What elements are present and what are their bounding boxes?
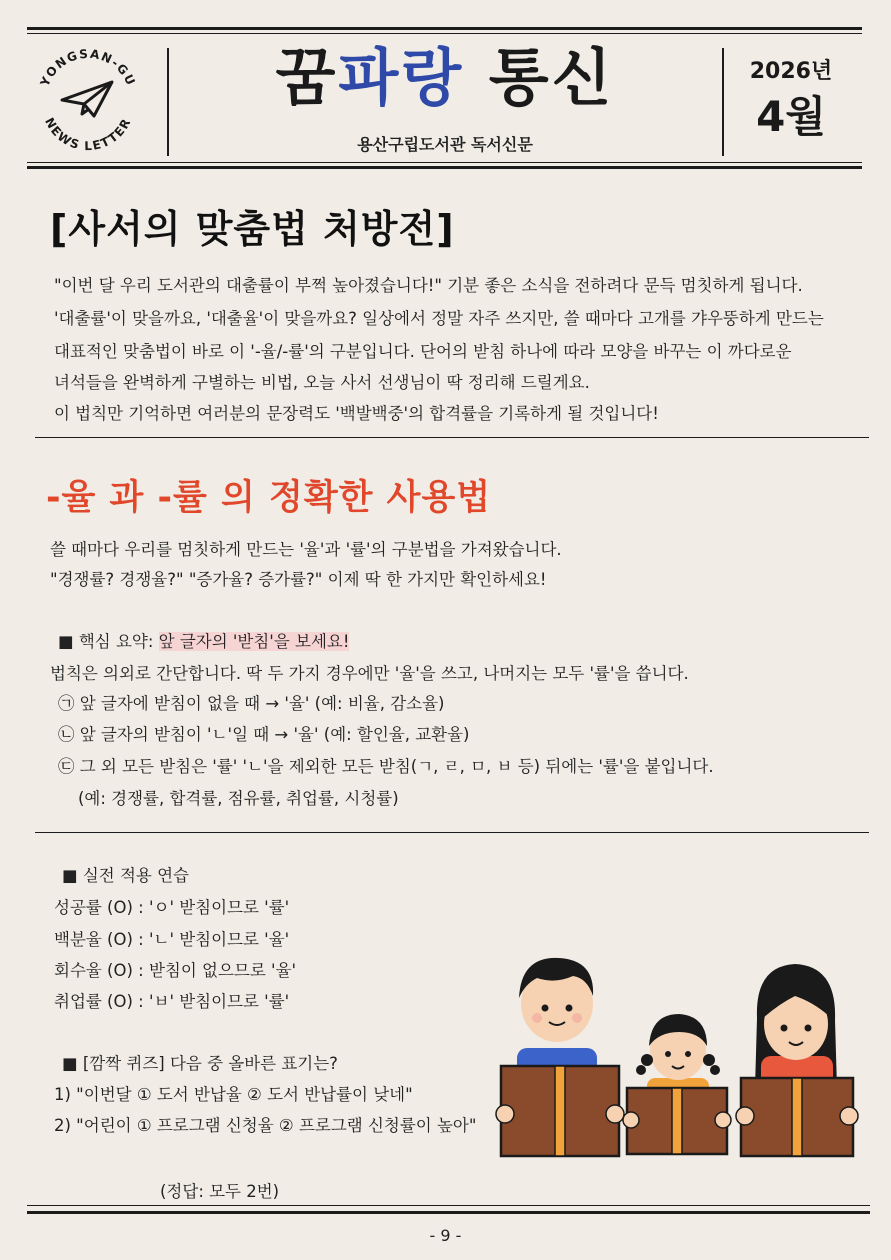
woman-reader: [736, 964, 858, 1156]
practice-item-2: 백분율 (O) : 'ㄴ' 받침이므로 '율': [54, 930, 290, 949]
section1-line-3: 대표적인 맞춤법이 바로 이 '-율/-률'의 구분입니다. 단어의 받침 하나에 따라 모양을 바꾸는 이 까다로운: [54, 342, 792, 361]
section-divider-1: [35, 437, 869, 438]
section1-line-2: '대출률'이 맞을까요, '대출율'이 맞을까요? 일상에서 정말 자주 쓰지만, 쓸 때마다 고개를 갸우뚱하게 만드는: [54, 309, 824, 328]
rule-intro: 법칙은 의외로 간단합니다. 딱 두 가지 경우에만 '율'을 쓰고, 나머지는 모두 '률'을 씁니다.: [50, 664, 689, 683]
rule-item-3: ㉢ 그 외 모든 받침은 '률' 'ㄴ'을 제외한 모든 받침(ㄱ, ㄹ, ㅁ, ㅂ 등) 뒤에는 '률'을 붙입니다.: [58, 757, 714, 776]
logo-text-bottom: NEWS LETTER: [42, 115, 134, 154]
section2-heading: -율 과 -률 의 정확한 사용법: [46, 478, 492, 518]
svg-text:NEWS LETTER: [42, 115, 134, 153]
issue-year: 2026년: [749, 59, 833, 84]
summary-label: ■ 핵심 요약:: [58, 632, 159, 651]
rule-item-2: ㉡ 앞 글자의 받침이 'ㄴ'일 때 → '율' (예: 할인율, 교환율): [58, 725, 470, 744]
footer-rule-thin: [27, 1205, 870, 1206]
header-divider-left: [167, 48, 169, 156]
section-divider-2: [35, 832, 869, 833]
svg-text:YONGSAN-GU: [37, 47, 138, 90]
section2-intro-2: "경쟁률? 경쟁율?" "증가율? 증가률?" 이제 딱 한 가지만 확인하세요!: [50, 570, 547, 589]
newsletter-subtitle: 용산구립도서관 독서신문: [357, 135, 533, 154]
practice-item-4: 취업률 (O) : 'ㅂ' 받침이므로 '률': [54, 992, 290, 1011]
title-part-3: 통신: [464, 41, 615, 114]
rule-item-3-examples: (예: 경쟁률, 합격률, 점유률, 취업률, 시청률): [78, 789, 399, 808]
summary-highlight: 앞 글자의 '받침'을 보세요!: [158, 632, 350, 651]
quiz-answer: (정답: 모두 2번): [160, 1182, 280, 1201]
header-top-rule-thick: [27, 27, 862, 30]
children-reading-illustration: [495, 938, 865, 1160]
issue-month: 4월: [756, 92, 826, 141]
section1-line-1: "이번 달 우리 도서관의 대출률이 부쩍 높아졌습니다!" 기분 좋은 소식을 전하려다 문득 멈칫하게 됩니다.: [54, 276, 803, 295]
header-bottom-rule-thin: [27, 162, 862, 163]
header-bottom-rule-thick: [27, 166, 862, 169]
newsletter-title: [200, 38, 690, 118]
paper-plane-icon: [62, 82, 112, 116]
section1-line-5: 이 법칙만 기억하면 여러분의 문장력도 '백발백중'의 합격률을 기록하게 될 것입니다!: [54, 404, 659, 423]
footer-rule-thick: [27, 1211, 870, 1214]
page-number: - 9 -: [429, 1226, 462, 1245]
practice-item-3: 회수율 (O) : 받침이 없으므로 '율': [54, 961, 297, 980]
summary-line: [58, 628, 349, 652]
practice-item-1: 성공률 (O) : 'ㅇ' 받침이므로 '률': [54, 898, 290, 917]
header-divider-right: [722, 48, 724, 156]
logo-text-top: YONGSAN-GU: [37, 46, 139, 89]
quiz-item-2: 2) "어린이 ① 프로그램 신청율 ② 프로그램 신청률이 높아": [54, 1116, 477, 1135]
boy-reader: [496, 958, 624, 1156]
title-part-1: 꿈: [275, 41, 339, 114]
section1-line-4: 녀석들을 완벽하게 구별하는 비법, 오늘 사서 선생님이 딱 정리해 드릴게요.: [54, 373, 590, 392]
newsletter-logo: [32, 42, 144, 154]
girl-reader: [623, 1014, 731, 1154]
rule-item-1: ㉠ 앞 글자에 받침이 없을 때 → '율' (예: 비율, 감소율): [58, 694, 445, 713]
section1-heading: [사서의 맞춤법 처방전]: [50, 207, 455, 251]
quiz-title: ■ [깜짝 퀴즈] 다음 중 올바른 표기는?: [62, 1054, 338, 1073]
title-part-2: 파랑: [338, 41, 465, 114]
quiz-item-1: 1) "이번달 ① 도서 반납율 ② 도서 반납률이 낮네": [54, 1085, 413, 1104]
section2-intro-1: 쓸 때마다 우리를 멈칫하게 만드는 '율'과 '률'의 구분법을 가져왔습니다.: [50, 540, 562, 559]
practice-title: ■ 실전 적용 연습: [62, 866, 189, 885]
header-top-rule-thin: [27, 33, 862, 34]
